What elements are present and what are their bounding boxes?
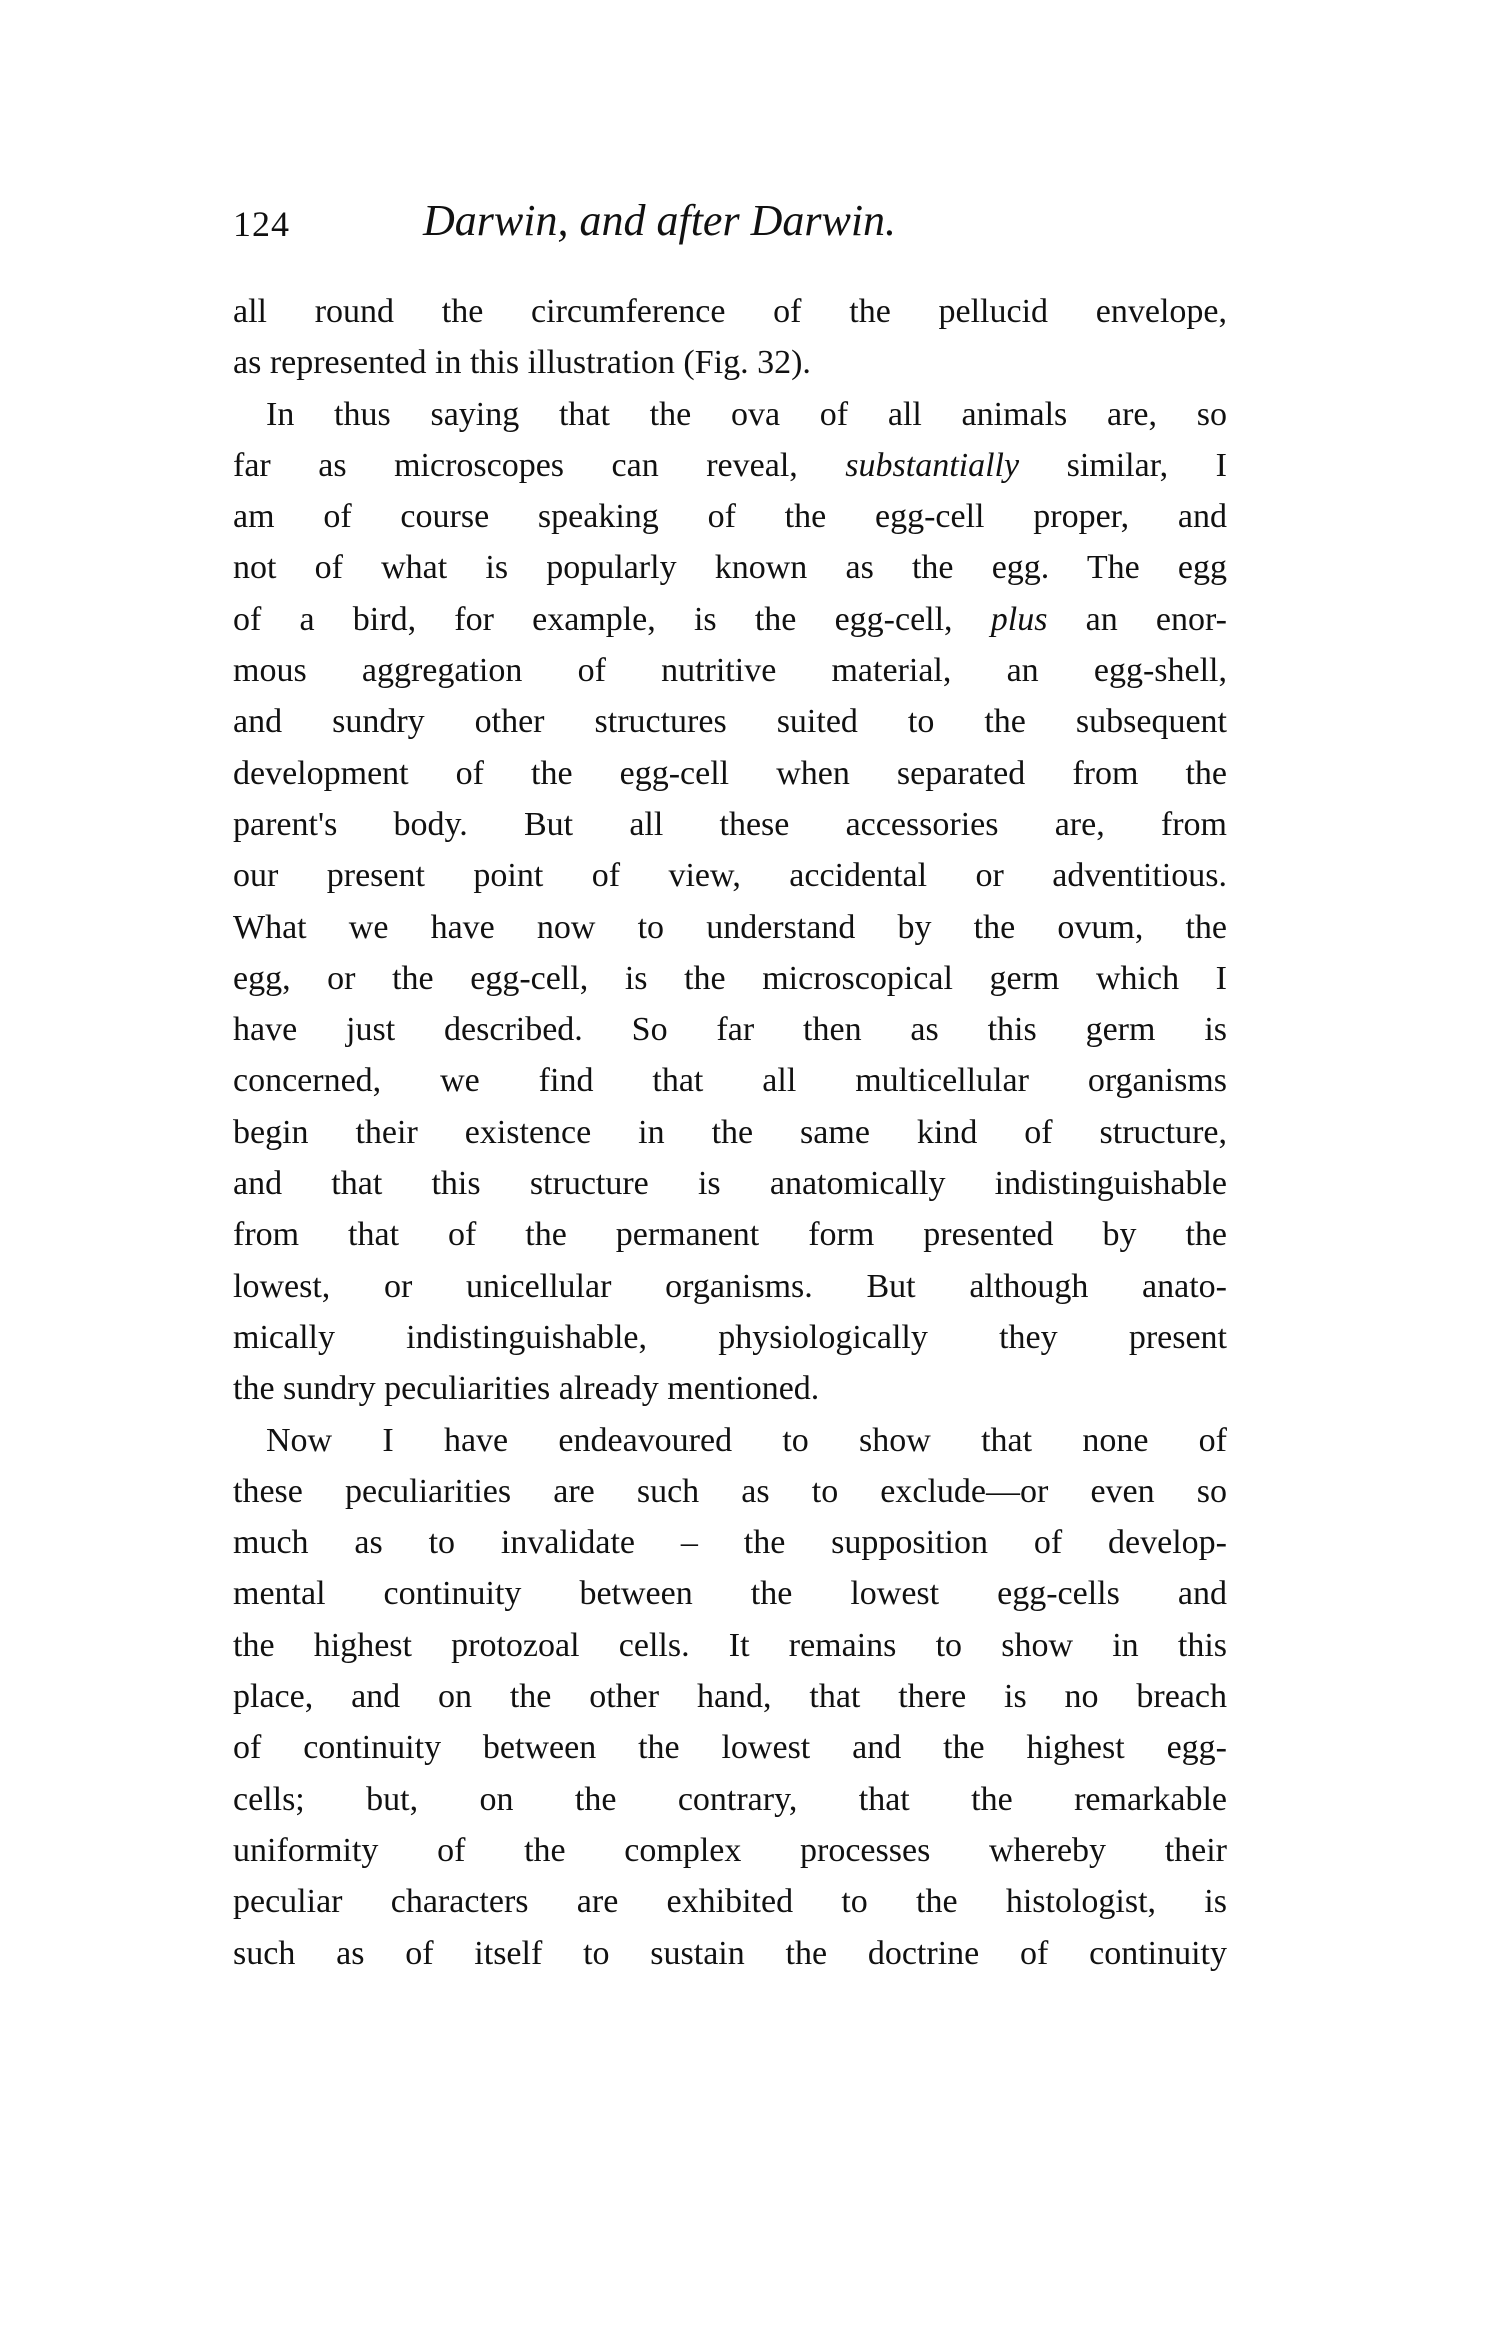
line-text: mous aggregation of nutritive material, an egg-shell, [233,652,1227,690]
text-line [233,491,1227,542]
text-line [233,1209,1227,1260]
text-line [233,389,1227,440]
line-text: not of what is popularly known as the egg. The egg [233,549,1227,587]
line-text: am of course speaking of the egg-cell proper, and [233,498,1227,536]
text-line [233,1004,1227,1055]
line-text: Now I have endeavoured to show that none of [266,1421,1227,1459]
line-text: of a bird, for example, is the egg-cell, [233,600,991,638]
text-line [233,1261,1227,1312]
text-line [233,337,1227,388]
line-text: egg, or the egg-cell, is the microscopical germ which I [233,959,1227,997]
line-text: far as microscopes can reveal, [233,446,846,484]
line-text: place, and on the other hand, that there is no breach [233,1678,1227,1716]
text-line [233,645,1227,696]
line-text: What we have now to understand by the ovum, the [233,908,1227,946]
text-line [233,1722,1227,1773]
running-title: Darwin, and after Darwin. [423,196,897,245]
text-line [233,286,1227,337]
text-line [233,1363,1227,1414]
line-text: mental continuity between the lowest egg-cells and [233,1575,1227,1613]
line-text: as represented in this illustration (Fig. 32). [233,344,811,382]
line-text: the highest protozoal cells. It remains to show in this [233,1626,1227,1664]
line-text: cells; but, on the contrary, that the remarkable [233,1780,1227,1818]
line-text: lowest, or unicellular organisms. But although anato- [233,1267,1227,1305]
text-line [233,1671,1227,1722]
text-line [233,953,1227,1004]
text-line [233,1055,1227,1106]
body-text [233,286,1227,1979]
line-text: an enor- [1047,600,1227,638]
text-line [233,440,1227,491]
line-text: concerned, we find that all multicellular organisms [233,1062,1227,1100]
text-line [233,1517,1227,1568]
line-text: the sundry peculiarities already mentioned. [233,1370,820,1408]
line-text: such as of itself to sustain the doctrine of continuity [233,1934,1227,1972]
line-text: from that of the permanent form presented by the [233,1216,1227,1254]
line-text: similar, I [1019,446,1227,484]
text-line [233,1415,1227,1466]
line-text: our present point of view, accidental or adventitious. [233,857,1227,895]
page-number: 124 [233,204,290,244]
line-text: these peculiarities are such as to exclude—or even so [233,1472,1227,1510]
line-text: all round the circumference of the pellucid envelope, [233,293,1227,330]
line-text: begin their existence in the same kind of structure, [233,1113,1227,1151]
line-text: have just described. So far then as this germ is [233,1011,1227,1049]
line-text: much as to invalidate – the supposition of develop- [233,1524,1227,1562]
text-line [233,1312,1227,1363]
italic-emphasis: substantially [845,446,1020,484]
line-text: parent's body. But all these accessories are, from [233,805,1227,843]
text-line [233,1774,1227,1825]
text-line [233,542,1227,593]
text-line [233,1928,1227,1979]
line-text: mically indistinguishable, physiologically they present [233,1318,1227,1356]
text-line [233,1107,1227,1158]
line-text: uniformity of the complex processes whereby their [233,1831,1227,1869]
text-line [233,696,1227,747]
line-text: and that this structure is anatomically indistinguishable [233,1165,1227,1203]
text-line [233,799,1227,850]
line-text: development of the egg-cell when separated from the [233,754,1227,792]
italic-emphasis: plus [990,600,1048,638]
text-line [233,748,1227,799]
text-line [233,850,1227,901]
text-line [233,1876,1227,1927]
text-line [233,1620,1227,1671]
text-line [233,1158,1227,1209]
running-header [233,195,1227,251]
text-line [233,902,1227,953]
line-text: of continuity between the lowest and the highest egg- [233,1729,1227,1767]
text-line [233,594,1227,645]
line-text: peculiar characters are exhibited to the histologist, is [233,1883,1227,1921]
line-text: In thus saying that the ova of all animals are, so [266,395,1227,433]
text-line [233,1825,1227,1876]
text-line [233,1568,1227,1619]
line-text: and sundry other structures suited to the subsequent [233,703,1227,741]
text-line [233,1466,1227,1517]
